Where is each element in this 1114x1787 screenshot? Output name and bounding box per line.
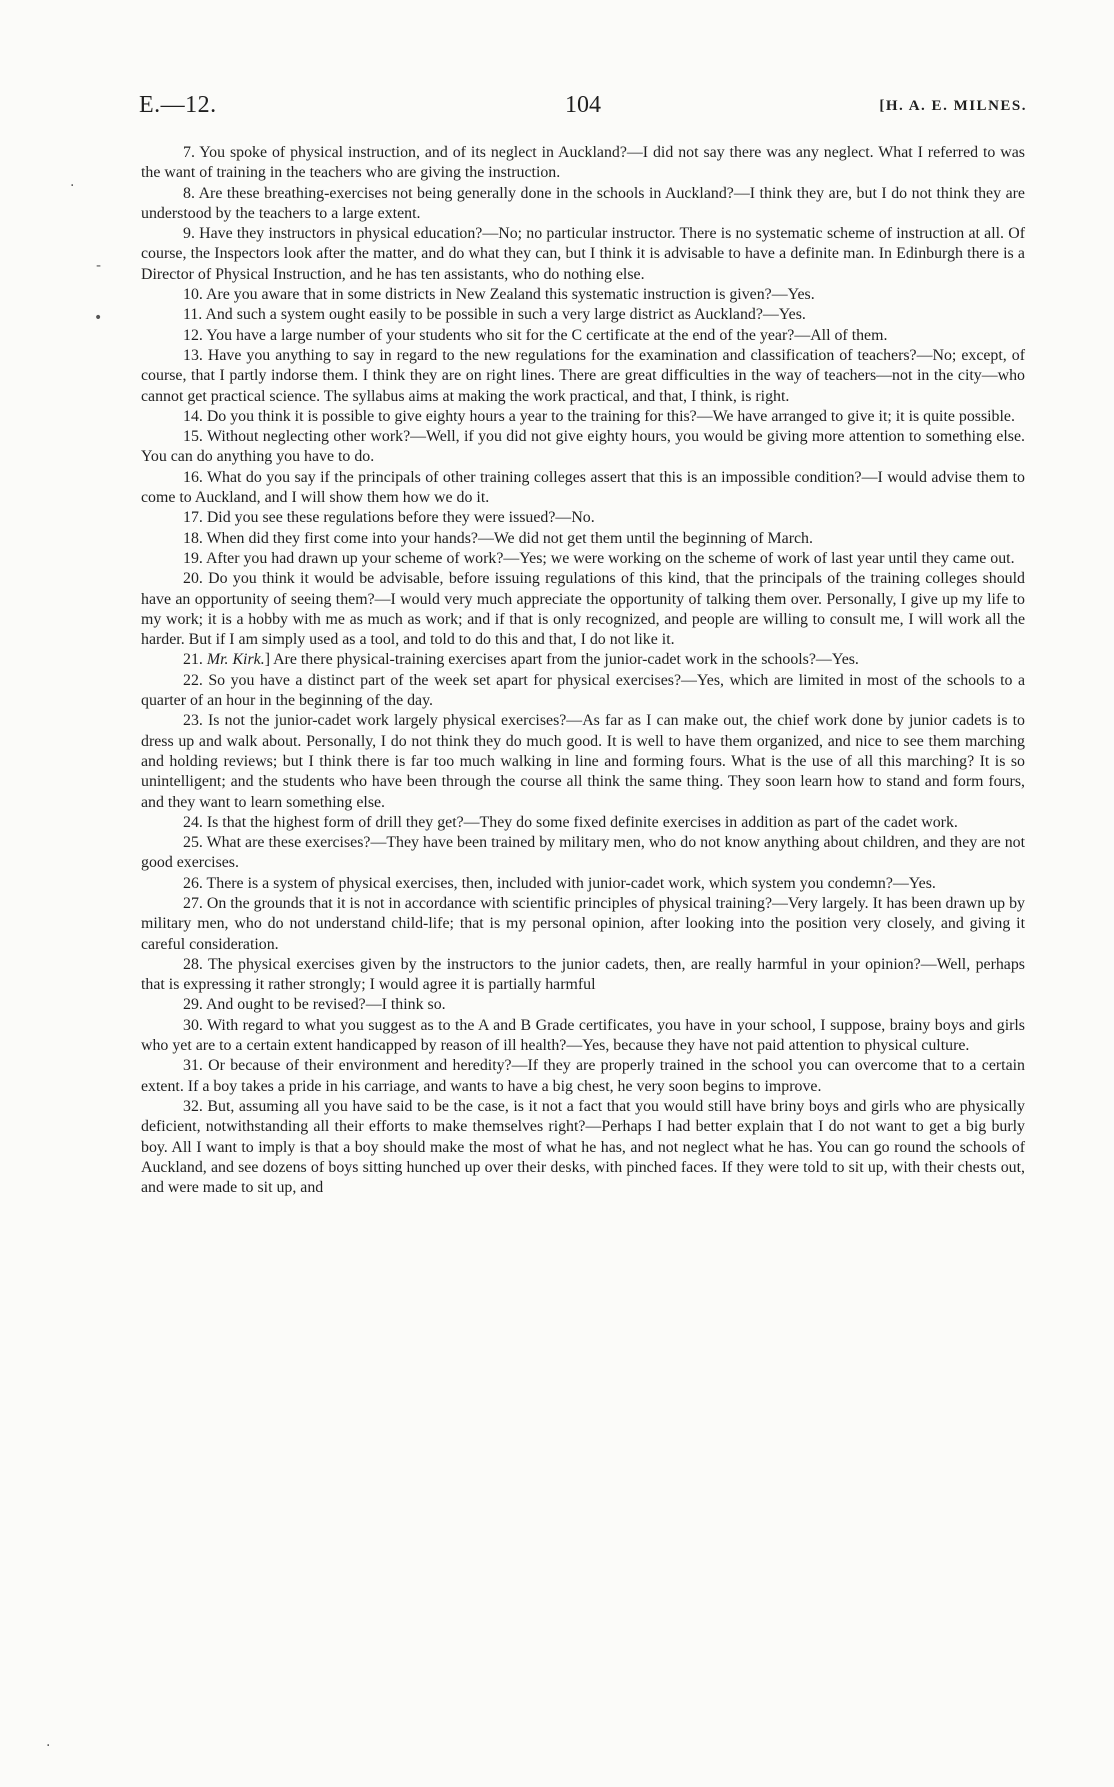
- page-header: [139, 88, 1027, 124]
- qa-paragraph: 20. Do you think it would be advisable, before issuing regulations of this kind, that the principals of the training colleges should have an opportunity of seeing them?—I would very much appreciate the opportunity of talking them over. Personally, I give up my life to my work; it is a hobby with me as much as work; and if that is only recognized, and people are willing to consult me, I will work all the harder. But if I am simply used as a tool, and told to do this and that, I do not like it.: [141, 570, 1025, 649]
- qa-paragraph: 25. What are these exercises?—They have been trained by military men, who do not know anything about children, and they are not good exercises.: [141, 834, 1025, 872]
- question-number: 21.: [183, 651, 203, 669]
- question-text: ] Are there physical-training exercises apart from the junior-cadet work in the schools?—Yes.: [264, 651, 859, 669]
- page-number: 104: [565, 92, 601, 118]
- margin-mark: ·: [46, 1738, 51, 1754]
- qa-paragraph: 31. Or because of their environment and heredity?—If they are properly trained in the school you can overcome that to a certain extent. If a boy takes a pride in his carriage, and wants to have a big chest, he very soon begins to improve.: [141, 1057, 1025, 1095]
- margin-mark: -: [96, 258, 102, 274]
- qa-paragraph-21: [141, 650, 1025, 670]
- margin-mark: ·: [70, 178, 75, 194]
- qa-paragraph: 18. When did they first come into your hands?—We did not get them until the beginning of March.: [183, 529, 813, 547]
- qa-paragraph: 26. There is a system of physical exercises, then, included with junior-cadet work, which system you condemn?—Yes.: [183, 874, 936, 892]
- qa-paragraph: 13. Have you anything to say in regard to the new regulations for the examination and classification of teachers?—No; except, of course, that I partly indorse them. I think they are on right lines. There are great difficulties in the way of teachers—not in the city—who cannot get practical science. The syllabus aims at making the work practical, and that, I think, is right.: [141, 346, 1025, 405]
- qa-paragraph: 22. So you have a distinct part of the week set apart for physical exercises?—Yes, which are limited in most of the schools to a quarter of an hour in the beginning of the day.: [141, 671, 1025, 710]
- qa-paragraph: 32. But, assuming all you have said to be the case, is it not a fact that you would still have briny boys and girls who are physically deficient, notwithstanding all their efforts to make themselves right?—Perhaps I had better explain that I do not want to get a big burly boy. All I want to imply is that a boy should make the most of what he has, and not neglect what he has. You can go round the schools of Auckland, and see dozens of boys sitting hunched up over their desks, with pinched faces. If they were told to sit up, with their chests out, and were made to sit up, and: [141, 1097, 1025, 1197]
- qa-paragraph: 7. You spoke of physical instruction, and of its neglect in Auckland?—I did not say there was any neglect. What I referred to was the want of training in the teachers who are giving the instruction.: [141, 144, 1025, 182]
- qa-paragraph: 12. You have a large number of your students who sit for the C certificate at the end of the year?—All of them.: [183, 326, 888, 344]
- qa-paragraph: 19. After you had drawn up your scheme of work?—Yes; we were working on the scheme of work of last year until they came out.: [183, 549, 1015, 567]
- qa-paragraph: 14. Do you think it is possible to give eighty hours a year to the training for this?—We have arranged to give it; it is quite possible.: [183, 407, 1015, 425]
- margin-mark: •: [94, 310, 103, 326]
- report-code: E.—12.: [139, 92, 217, 118]
- qa-paragraph: 9. Have they instructors in physical education?—No; no particular instructor. There is no systematic scheme of instruction at all. Of course, the Inspectors look after the matter, and do what they can, but I think it is advisable to have a definite man. In Edinburgh there is a Director of Physical Instruction, and he has ten assistants, who do nothing else.: [141, 225, 1025, 283]
- qa-paragraph: 11. And such a system ought easily to be possible in such a very large district as Auckland?—Yes.: [183, 306, 806, 324]
- evidence-text: [141, 143, 1025, 1198]
- qa-paragraph: 30. With regard to what you suggest as to the A and B Grade certificates, you have in your school, I suppose, brainy boys and girls who yet are to a certain extent handicapped by reason of ill health?—Yes, because they have not paid attention to physical culture.: [141, 1016, 1025, 1055]
- speaker-name: Mr. Kirk.: [206, 651, 265, 669]
- qa-paragraph: 16. What do you say if the principals of other training colleges assert that this is an impossible condition?—I would advise them to come to Auckland, and I will show them how we do it.: [141, 468, 1025, 507]
- qa-paragraph: 8. Are these breathing-exercises not being generally done in the schools in Auckland?—I think they are, but I do not think they are understood by the teachers to a large extent.: [141, 184, 1025, 222]
- qa-paragraph: 28. The physical exercises given by the instructors to the junior cadets, then, are really harmful in your opinion?—Well, perhaps that is expressing it rather strongly; I would agree it is partially harmful: [141, 955, 1025, 994]
- qa-paragraph: 15. Without neglecting other work?—Well, if you did not give eighty hours, you would be giving more attention to something else. You can do anything you have to do.: [141, 428, 1025, 466]
- qa-paragraph: 27. On the grounds that it is not in accordance with scientific principles of physical training?—Very largely. It has been drawn up by military men, who do not understand child-life; that is my personal opinion, after looking into the position very closely, and giving it careful consideration.: [141, 894, 1025, 953]
- qa-paragraph: 29. And ought to be revised?—I think so.: [183, 996, 446, 1014]
- qa-paragraph: 23. Is not the junior-cadet work largely physical exercises?—As far as I can make out, the chief work done by junior cadets is to dress up and walk about. Personally, I do not think they do much good. It is well to have them organized, and nice to see them marching and holding reviews; but I think there is far too much walking in line and forming fours. What is the use of all this marching? It is so unintelligent; and the students who have been through the course all think the same thing. They soon learn how to stand and form fours, and they want to learn something else.: [141, 712, 1025, 811]
- qa-paragraph: 10. Are you aware that in some districts in New Zealand this systematic instruction is given?—Yes.: [183, 286, 815, 304]
- qa-paragraph: 17. Did you see these regulations before they were issued?—No.: [183, 509, 595, 527]
- qa-paragraph: 24. Is that the highest form of drill they get?—They do some fixed definite exercises in addition as part of the cadet work.: [183, 813, 958, 831]
- witness-name: [H. A. E. MILNES.: [879, 98, 1027, 114]
